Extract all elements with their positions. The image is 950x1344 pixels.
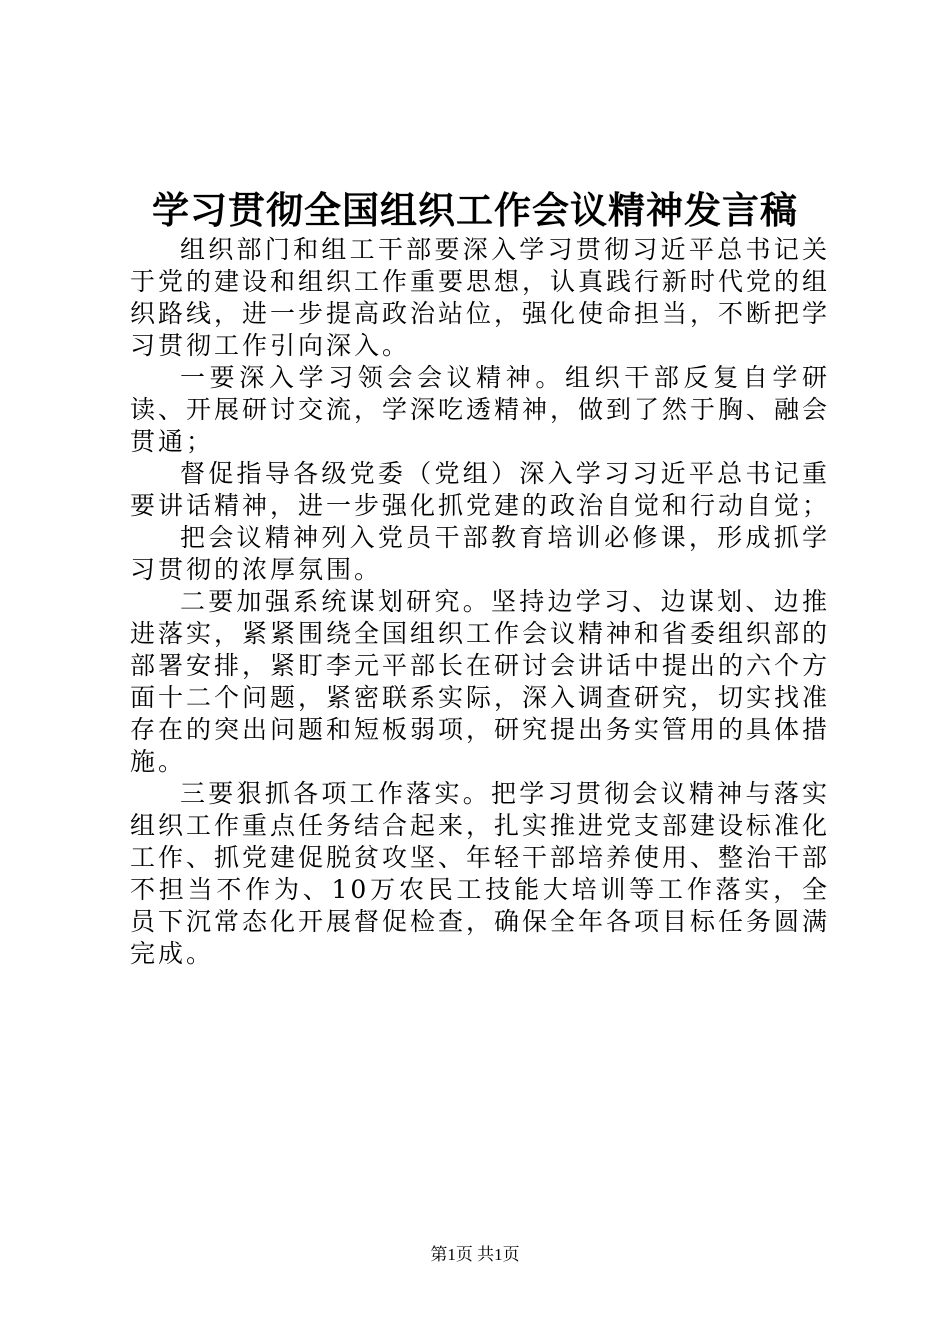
document-body bbox=[130, 234, 830, 970]
paragraph-point-three: 三要狠抓各项工作落实。把学习贯彻会议精神与落实组织工作重点任务结合起来，扎实推进党支部建设标准化工作、抓党建促脱贫攻坚、年轻干部培养使用、整治干部不担当不作为、10万农民工技能大培训等工作落实，全员下沉常态化开展督促检查，确保全年各项目标任务圆满完成。 bbox=[130, 779, 831, 968]
document-title: 学习贯彻全国组织工作会议精神发言稿 bbox=[152, 188, 798, 232]
paragraph-point-two: 二要加强系统谋划研究。坚持边学习、边谋划、边推进落实，紧紧围绕全国组织工作会议精神和省委组织部的部署安排，紧盯李元平部长在研讨会讲话中提出的六个方面十二个问题，紧密联系实际，深入调查研究，切实找准存在的突出问题和短板弱项，研究提出务实管用的具体措施。 bbox=[130, 587, 831, 776]
page-number-footer: 第1页 共1页 bbox=[430, 1245, 520, 1264]
paragraph-intro: 组织部门和组工干部要深入学习贯彻习近平总书记关于党的建设和组织工作重要思想，认真践行新时代党的组织路线，进一步提高政治站位，强化使命担当，不断把学习贯彻工作引向深入。 bbox=[130, 235, 831, 360]
paragraph-point-one: 一要深入学习领会会议精神。组织干部反复自学研读、开展研讨交流，学深吃透精神，做到了然于胸、融会贯通； bbox=[130, 363, 831, 456]
paragraph-point-one-training: 把会议精神列入党员干部教育培训必修课，形成抓学习贯彻的浓厚氛围。 bbox=[130, 523, 830, 584]
paragraph-point-one-supervise: 督促指导各级党委（党组）深入学习习近平总书记重要讲话精神，进一步强化抓党建的政治自觉和行动自觉； bbox=[130, 459, 831, 520]
